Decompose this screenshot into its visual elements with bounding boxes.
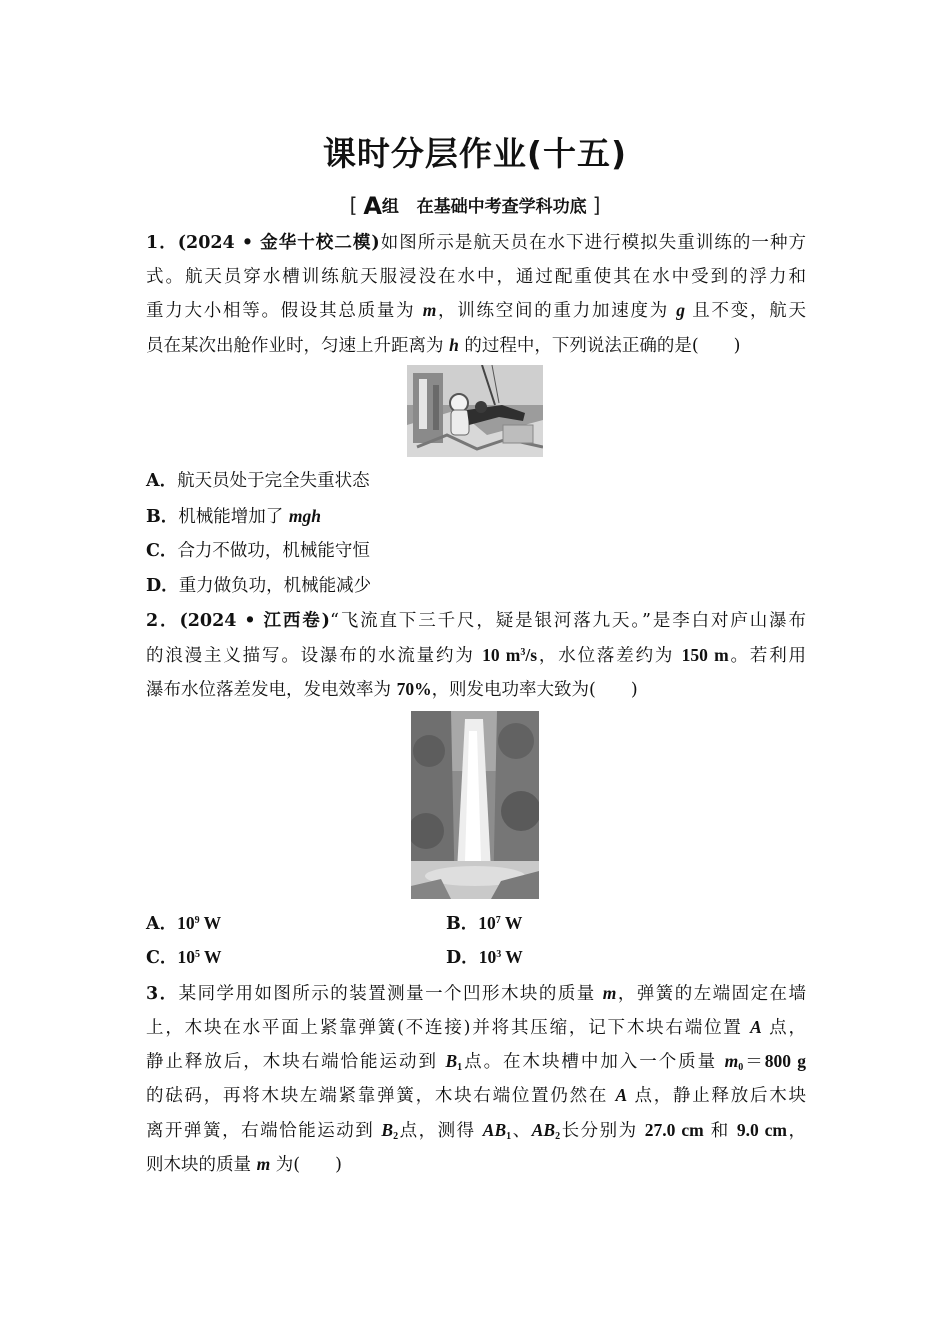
q1-option-a[interactable] bbox=[146, 469, 370, 493]
q3-number: 3． bbox=[146, 984, 179, 1004]
q2-option-b[interactable] bbox=[446, 911, 522, 936]
q3-text-6a: 则木块的质量 bbox=[146, 1155, 257, 1175]
q1-option-a-label: A． bbox=[146, 471, 178, 491]
q2-option-d-base: 10 bbox=[478, 947, 497, 967]
q3-text-2a: 上，木块在水平面上紧靠弹簧(不连接)并将其压缩，记下木块右端位置 bbox=[146, 1018, 751, 1038]
q2-source: (2024 • 江西卷) bbox=[179, 611, 330, 631]
q2-line-1 bbox=[146, 609, 806, 633]
q2-height: 150 m bbox=[681, 645, 729, 665]
q3-var-b1: B bbox=[445, 1051, 458, 1071]
q3-var-m: m bbox=[602, 983, 617, 1003]
q3-line-5 bbox=[146, 1118, 806, 1143]
q3-text-5e: 和 bbox=[703, 1121, 737, 1141]
q2-option-c-base: 10 bbox=[177, 947, 195, 967]
q3-text-2b: 点， bbox=[761, 1018, 806, 1038]
q3-var-a2: A bbox=[615, 1085, 628, 1105]
q3-sub-2: 2 bbox=[393, 1131, 399, 1142]
q2-option-c-exp: 5 bbox=[194, 949, 200, 960]
group-heading bbox=[0, 192, 950, 220]
q3-line-2 bbox=[146, 1015, 806, 1040]
q2-text-3a: 瀑布水位落差发电，发电效率为 bbox=[146, 680, 397, 700]
q2-text-2a: 的浪漫主义描写。设瀑布的水流量约为 bbox=[146, 646, 483, 666]
q3-text-4b: 点，静止释放后木块 bbox=[627, 1086, 807, 1106]
q1-option-d-text: 重力做负功，机械能减少 bbox=[178, 576, 372, 596]
q3-line-6 bbox=[146, 1152, 806, 1177]
q3-line-4 bbox=[146, 1083, 806, 1108]
q3-line-3 bbox=[146, 1049, 806, 1074]
q1-option-b[interactable] bbox=[146, 504, 321, 529]
q1-option-b-math: mgh bbox=[288, 506, 321, 526]
q1-text-3c: 且不变，航天 bbox=[685, 301, 807, 321]
q3-m0-value: 800 g bbox=[764, 1051, 807, 1071]
q1-line-4 bbox=[146, 333, 806, 358]
q2-line-2 bbox=[146, 643, 806, 668]
q2-text-2b: ，水位落差约为 bbox=[537, 646, 682, 666]
q2-line-3 bbox=[146, 677, 806, 702]
q1-option-d-label: D． bbox=[146, 576, 179, 596]
q2-text-2c: 。若利用 bbox=[728, 646, 807, 666]
group-bracket-close: ] bbox=[592, 193, 601, 217]
q2-text-1: “飞流直下三千尺，疑是银河落九天。”是李白对庐山瀑布 bbox=[329, 611, 806, 631]
q2-option-b-exp: 7 bbox=[495, 915, 501, 926]
q3-var-ab2: AB bbox=[531, 1120, 556, 1140]
q3-text-1b: ，弹簧的左端固定在墙 bbox=[616, 984, 807, 1004]
q1-option-a-text: 航天员处于完全失重状态 bbox=[177, 471, 370, 491]
waterfall-photo bbox=[411, 711, 539, 899]
q3-var-a: A bbox=[750, 1017, 762, 1037]
q3-text-1a: 某同学用如图所示的装置测量一个凹形木块的质量 bbox=[178, 984, 603, 1004]
q3-text-5d: 长分别为 bbox=[560, 1121, 645, 1141]
q1-line-3 bbox=[146, 298, 806, 323]
q2-text-3b: ，则发电功率大致为( ) bbox=[431, 680, 638, 700]
q2-option-d-exp: 3 bbox=[496, 949, 502, 960]
q1-source: (2024 • 金华十校二模) bbox=[177, 233, 380, 253]
q2-option-d-unit: W bbox=[501, 947, 523, 967]
q3-length-1: 27.0 cm bbox=[644, 1120, 704, 1140]
q1-number: 1． bbox=[146, 233, 178, 253]
q1-option-c-text: 合力不做功，机械能守恒 bbox=[177, 541, 370, 561]
q3-var-ab1: AB bbox=[482, 1120, 507, 1140]
q2-option-b-label: B． bbox=[446, 914, 479, 934]
q3-sub-ab2: 2 bbox=[555, 1131, 561, 1142]
q2-option-b-unit: W bbox=[500, 913, 523, 933]
q1-line-2: 式。航天员穿水槽训练航天服浸没在水中，通过配重使其在水中受到的浮力和 bbox=[146, 267, 806, 287]
q2-option-d-label: D． bbox=[446, 948, 479, 968]
q3-sub-ab1: 1 bbox=[506, 1131, 512, 1142]
q3-text-6b: 为( ) bbox=[270, 1155, 342, 1175]
q3-text-3a: 静止释放后，木块右端恰能运动到 bbox=[146, 1052, 446, 1072]
q1-option-c-label: C． bbox=[146, 541, 178, 561]
q2-flow: 10 $m^3/s$ bbox=[482, 645, 538, 665]
q1-text-1: 如图所示是航天员在水下进行模拟失重训练的一种方 bbox=[379, 233, 806, 253]
astronaut-training-photo bbox=[407, 365, 543, 457]
q1-var-m: m bbox=[422, 300, 437, 320]
group-letter: A bbox=[363, 192, 382, 220]
q3-text-5b: 点，测得 bbox=[398, 1121, 483, 1141]
q1-option-b-text: 机械能增加了 bbox=[178, 507, 289, 527]
q3-var-m2: m bbox=[256, 1154, 271, 1174]
q1-option-c[interactable] bbox=[146, 539, 370, 563]
q1-var-g: g bbox=[676, 300, 685, 320]
q3-text-3c: ＝ bbox=[743, 1052, 765, 1072]
q3-var-m0: m bbox=[724, 1051, 739, 1071]
q3-line-1 bbox=[146, 981, 806, 1006]
q2-number: 2． bbox=[146, 611, 180, 631]
q2-option-d[interactable] bbox=[446, 945, 523, 970]
q3-length-2: 9.0 cm bbox=[736, 1120, 787, 1140]
group-label: 组 bbox=[381, 197, 399, 217]
q3-text-5c: 、 bbox=[511, 1121, 532, 1141]
q3-text-3b: 点。在木块槽中加入一个质量 bbox=[462, 1052, 725, 1072]
q1-text-3b: ，训练空间的重力加速度为 bbox=[436, 301, 677, 321]
q3-text-4a: 的砝码，再将木块左端紧靠弹簧，木块右端位置仍然在 bbox=[146, 1086, 616, 1106]
q2-option-c-label: C． bbox=[146, 948, 178, 968]
q2-option-a[interactable] bbox=[146, 911, 221, 936]
group-subtitle: 在基础中考查学科功底 bbox=[416, 197, 587, 217]
q2-option-b-base: 10 bbox=[478, 913, 496, 933]
q2-efficiency: 70% bbox=[396, 679, 432, 699]
q1-option-b-label: B． bbox=[146, 507, 179, 527]
q3-var-b2: B bbox=[381, 1120, 394, 1140]
q3-sub-1: 1 bbox=[457, 1062, 463, 1073]
q2-option-a-base: 10 bbox=[177, 913, 195, 933]
q3-text-5f: ， bbox=[787, 1121, 807, 1141]
q2-option-a-unit: W bbox=[199, 913, 222, 933]
page-title: 课时分层作业(十五) bbox=[322, 134, 628, 173]
q2-option-a-exp: 9 bbox=[194, 915, 200, 926]
q3-sub-0: 0 bbox=[738, 1062, 744, 1073]
q2-option-a-label: A． bbox=[146, 914, 178, 934]
q1-var-h: h bbox=[449, 335, 459, 355]
q1-text-4b: 的过程中，下列说法正确的是( ) bbox=[458, 336, 741, 356]
q1-line-1 bbox=[146, 231, 806, 255]
q1-text-4a: 员在某次出舱作业时，匀速上升距离为 bbox=[146, 336, 450, 356]
group-bracket-open: [ bbox=[349, 193, 358, 217]
q1-text-3a: 重力大小相等。假设其总质量为 bbox=[146, 301, 423, 321]
q3-text-5a: 离开弹簧，右端恰能运动到 bbox=[146, 1121, 382, 1141]
q2-option-c-unit: W bbox=[199, 947, 222, 967]
q2-option-c[interactable] bbox=[146, 945, 222, 970]
q1-option-d[interactable] bbox=[146, 574, 371, 598]
